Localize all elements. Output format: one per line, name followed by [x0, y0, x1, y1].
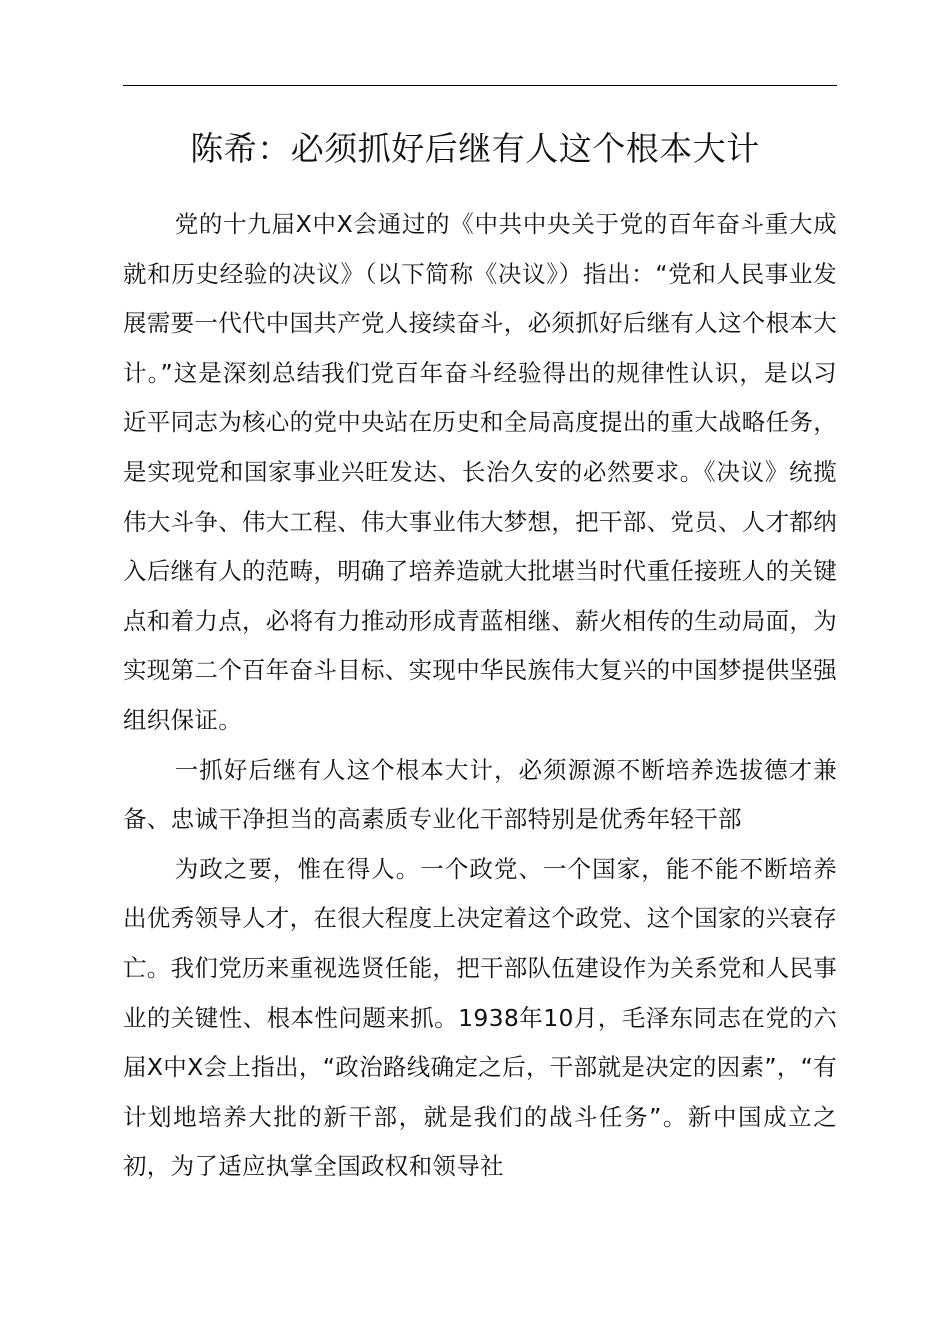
section-heading-1: 一抓好后继有人这个根本大计，必须源源不断培养选拔德才兼备、忠诚干净担当的高素质专业化干部特别是优秀年轻干部 — [123, 755, 837, 834]
paragraph-section-1: 为政之要，惟在得人。一个政党、一个国家，能不能不断培养出优秀领导人才，在很大程度上决定着这个政党、这个国家的兴衰存亡。我们党历来重视选贤任能，把干部队伍建设作为关系党和人民事业的关键性、根本性问题来抓。1938年10月，毛泽东同志在党的六届X中X会上指出，“政治路线确定之后，干部就是决定的因素”，“有计划地培养大批的新干部，就是我们的战斗任务”。新中国成立之初，为了适应执掌全国政权和领导社 — [123, 854, 837, 1181]
page-title: 陈希：必须抓好后继有人这个根本大计 — [190, 129, 760, 168]
paragraph-intro: 党的十九届X中X会通过的《中共中央关于党的百年奋斗重大成就和历史经验的决议》（以下简称《决议》）指出：“党和人民事业发展需要一代代中国共产党人接续奋斗，必须抓好后继有人这个根本大计。”这是深刻总结我们党百年奋斗经验得出的规律性认识，是以习近平同志为核心的党中央站在历史和全局高度提出的重大战略任务，是实现党和国家事业兴旺发达、长治久安的必然要求。《决议》统揽伟大斗争、伟大工程、伟大事业伟大梦想，把干部、党员、人才都纳入后继有人的范畴，明确了培养造就大批堪当时代重任接班人的关键点和着力点，必将有力推动形成青蓝相继、薪火相传的生动局面，为实现第二个百年奋斗目标、实现中华民族伟大复兴的中国梦提供坚强组织保证。 — [123, 210, 837, 734]
header-rule — [123, 85, 837, 86]
article-body — [123, 200, 837, 1192]
